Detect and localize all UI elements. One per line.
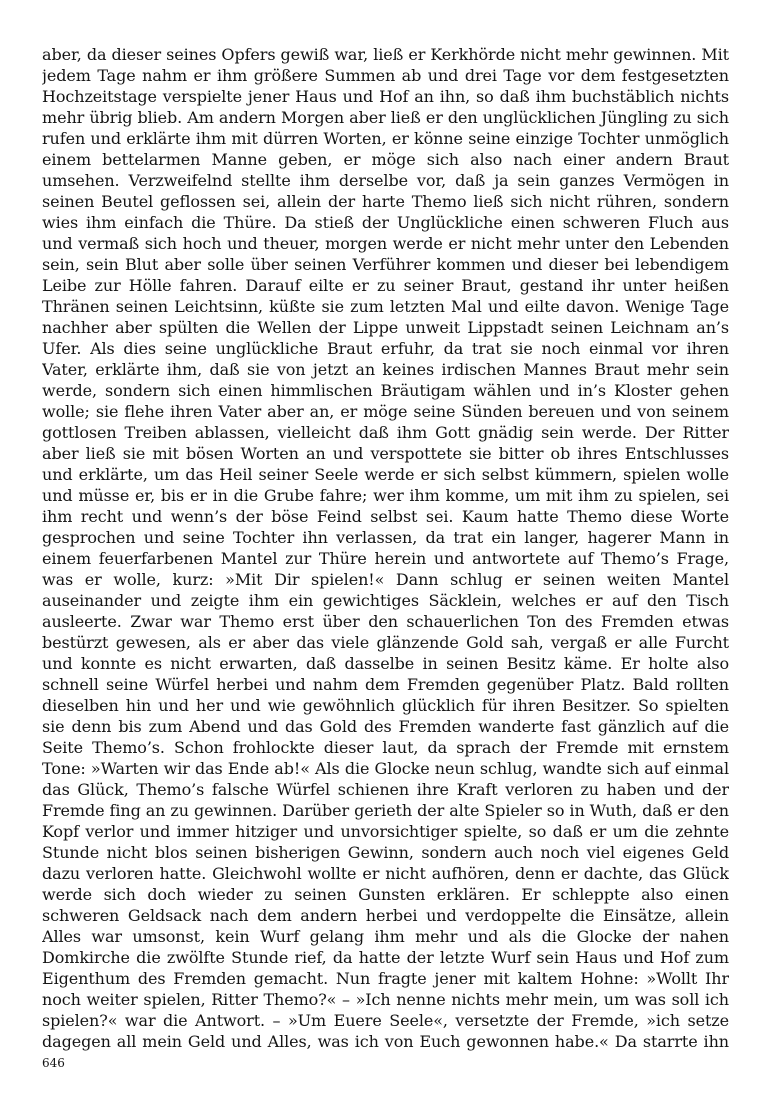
page-number: 646 (42, 1056, 65, 1070)
page-text-block (42, 44, 729, 1054)
body-paragraph: aber, da dieser seines Opfers gewiß war, ließ er Kerkhörde nicht mehr gewinnen. Mit jedem Tage nahm er ihm größere Summen ab und drei Tage vor dem festgesetzten Hochzeitstage verspielte jener Haus und Hof an ihn, so daß ihm buchstäblich nichts mehr übrig blieb. Am andern Morgen aber ließ er den unglücklichen Jüngling zu sich rufen und erklärte ihm mit dürren Worten, er könne seine einzige Tochter unmöglich einem bettelarmen Manne geben, er möge sich also nach einer andern Braut umsehen. Verzweifelnd stellte ihm derselbe vor, daß ja sein ganzes Vermögen in seinen Beutel geflossen sei, allein der harte Themo ließ sich nicht rühren, sondern wies ihm einfach die Thüre. Da stieß der Unglückliche einen schweren Fluch aus und vermaß sich hoch und theuer, morgen werde er nicht mehr unter den Lebenden sein, sein Blut aber solle über seinen Verführer kommen und dieser bei lebendigem Leibe zur Hölle fahren. Darauf eilte er zu seiner Braut, gestand ihr unter heißen Thränen seinen Leichtsinn, küßte sie zum letzten Mal und eilte davon. Wenige Tage nachher aber spülten die Wellen der Lippe unweit Lippstadt seinen Leichnam an’s Ufer. Als dies seine unglückliche Braut erfuhr, da trat sie noch einmal vor ihren Vater, erklärte ihm, daß sie von jetzt an keines irdischen Mannes Braut mehr sein werde, sondern sich einen himmlischen Bräutigam wählen und in’s Kloster gehen wolle; sie flehe ihren Vater aber an, er möge seine Sünden bereuen und von seinem gottlosen Treiben ablassen, vielleicht daß ihm Gott gnädig sein werde. Der Ritter aber ließ sie mit bösen Worten an und verspottete sie bitter ob ihres Entschlusses und erklärte, um das Heil seiner Seele werde er sich selbst kümmern, spielen wolle und müsse er, bis er in die Grube fahre; wer ihm komme, um mit ihm zu spielen, sei ihm recht und wenn’s der böse Feind selbst sei. Kaum hatte Themo diese Worte gesprochen und seine Tochter ihn verlassen, da trat ein langer, hagerer Mann in einem feuerfarbenen Mantel zur Thüre herein und antwortete auf Themo’s Frage, was er wolle, kurz: »Mit Dir spielen!« Dann schlug er seinen weiten Mantel auseinander und zeigte ihm ein gewichtiges Säcklein, welches er auf den Tisch ausleerte. Zwar war Themo erst über den schauerlichen Ton des Fremden etwas bestürzt gewesen, als er aber das viele glänzende Gold sah, vergaß er alle Furcht und konnte es nicht erwarten, daß dasselbe in seinen Besitz käme. Er holte also schnell seine Würfel herbei und nahm dem Fremden gegenüber Platz. Bald rollten dieselben hin und her und wie gewöhnlich glücklich für ihren Besitzer. So spielten sie denn bis zum Abend und das Gold des Fremden wanderte fast gänzlich auf die Seite Themo’s. Schon frohlockte dieser laut, da sprach der Fremde mit ernstem Tone: »Warten wir das Ende ab!« Als die Glocke neun schlug, wandte sich auf einmal das Glück, Themo’s falsche Würfel schienen ihre Kraft verloren zu haben und der Fremde fing an zu gewinnen. Darüber gerieth der alte Spieler so in Wuth, daß er den Kopf verlor und immer hitziger und unvorsichtiger spielte, so daß er um die zehnte Stunde nicht blos seinen bisherigen Gewinn, sondern auch noch viel eigenes Geld dazu verloren hatte. Gleichwohl wollte er nicht aufhören, denn er dachte, das Glück werde sich doch wieder zu seinen Gunsten erklären. Er schleppte also einen schweren Geldsack nach dem andern herbei und verdoppelte die Einsätze, allein Alles war umsonst, kein Wurf gelang ihm mehr und als die Glocke der nahen Domkirche die zwölfte Stunde rief, da hatte der letzte Wurf sein Haus und Hof zum Eigenthum des Fremden gemacht. Nun fragte jener mit kaltem Hohne: »Wollt Ihr noch weiter spielen, Ritter Themo?« – »Ich nenne nichts mehr mein, um was soll ich spielen?« war die Antwort. – »Um Euere Seele«, versetzte der Fremde, »ich setze dagegen all mein Geld und Alles, was ich von Euch gewonnen habe.« Da starrte ihn (42, 45, 729, 1051)
